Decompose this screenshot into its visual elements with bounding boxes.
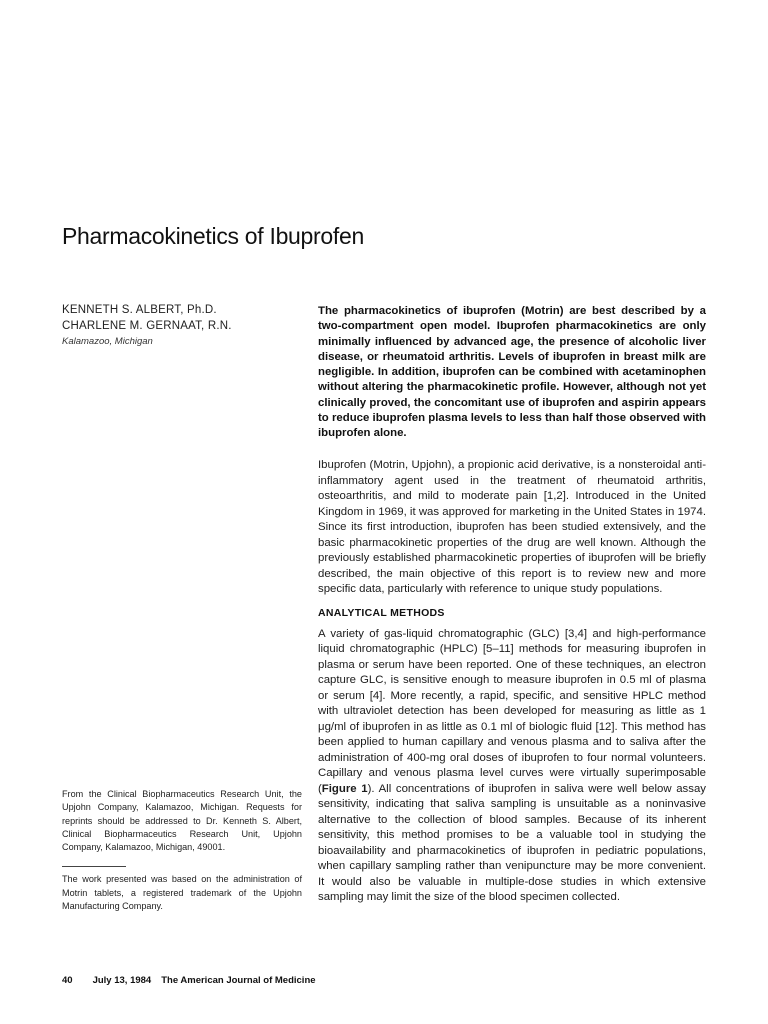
article-title: Pharmacokinetics of Ibuprofen — [62, 223, 364, 249]
author-location: Kalamazoo, Michigan — [62, 336, 153, 347]
author-block — [62, 302, 302, 349]
methods-text-part2: ). All concentrations of ibuprofen in saliva were well below assay sensitivity, indicating that saliva sampling is unsuitable as a noninvasive alternative to the collection of blood samples. Because of its inherent sensitivity, this method promises to be a valuable tool in studying the bioavailability and pharmacokinetics of ibuprofen in pediatric populations, when capillary sampling rather than venipuncture may be more convenient. It would also be valuable in multiple-dose studies in which extensive sampling may limit the size of the blood specimen collected. — [318, 782, 706, 903]
section-heading: ANALYTICAL METHODS — [318, 606, 445, 619]
footnote-divider — [62, 866, 126, 867]
affiliation-footnote: From the Clinical Biopharmaceutics Research Unit, the Upjohn Company, Kalamazoo, Michigan. Requests for reprints should be addressed to Dr. Kenneth S. Albert, Clinical Biopharmaceutics Research Unit, Upjohn Company, Kalamazoo, Michigan, 49001. — [62, 789, 302, 853]
page-footer — [62, 975, 316, 986]
intro-paragraph: Ibuprofen (Motrin, Upjohn), a propionic acid derivative, is a nonsteroidal anti-inflammatory agent used in the treatment of rheumatoid arthritis, osteoarthritis, and mild to moderate pain [1,2]. Introduced in the United Kingdom in 1969, it was approved for marketing in the United States in 1974. Since its first introduction, ibuprofen has been studied extensively, and the basic pharmacokinetic properties of the drug are well known. Although the previously established pharmacokinetic properties of ibuprofen will be briefly described, the main objective of this report is to review new and more specific data, particularly with reference to unique study populations. — [318, 459, 706, 595]
issue-date: July 13, 1984 — [92, 975, 152, 986]
body-column — [318, 458, 706, 906]
journal-name: The American Journal of Medicine — [161, 975, 316, 986]
trademark-footnote: The work presented was based on the administration of Motrin tablets, a registered trademark of the Upjohn Manufacturing Company. — [62, 874, 302, 912]
abstract: The pharmacokinetics of ibuprofen (Motrin) are best described by a two-compartment open model. Ibuprofen pharmacokinetics are only minimally influenced by advanced age, the presence of alcoholic liver disease, or rheumatoid arthritis. Levels of ibuprofen in breast milk are negligible. In addition, ibuprofen can be combined with acetaminophen without altering the pharmacokinetic profile. However, although not yet clinically proved, the concomitant use of ibuprofen and aspirin appears to reduce ibuprofen plasma levels to less than half those observed with ibuprofen alone. — [318, 305, 706, 440]
author-name: CHARLENE M. GERNAAT, R.N. — [62, 320, 232, 332]
figure-reference: Figure 1 — [321, 782, 368, 795]
page-number: 40 — [62, 975, 73, 986]
author-name: KENNETH S. ALBERT, Ph.D. — [62, 304, 217, 316]
footnotes — [62, 788, 302, 913]
methods-text-part1: A variety of gas-liquid chromatographic (GLC) [3,4] and high-performance liquid chromatographic (HPLC) [5–11] methods for measuring ibuprofen in plasma or serum have been reported. One of these techniques, an electron capture GLC, is sensitive enough to measure ibuprofen in 0.5 ml of plasma or serum [4]. More recently, a rapid, specific, and sensitive HPLC method with ultraviolet detection has been developed for measuring as little as 1 μg/ml of ibuprofen in as little as 0.1 ml of biologic fluid [12]. This method has been applied to human capillary and venous plasma and to saliva after the administration of 400-mg oral doses of ibuprofen to four normal volunteers. Capillary and venous plasma level curves were virtually superimposable ( — [318, 627, 706, 795]
methods-paragraph — [318, 627, 706, 906]
